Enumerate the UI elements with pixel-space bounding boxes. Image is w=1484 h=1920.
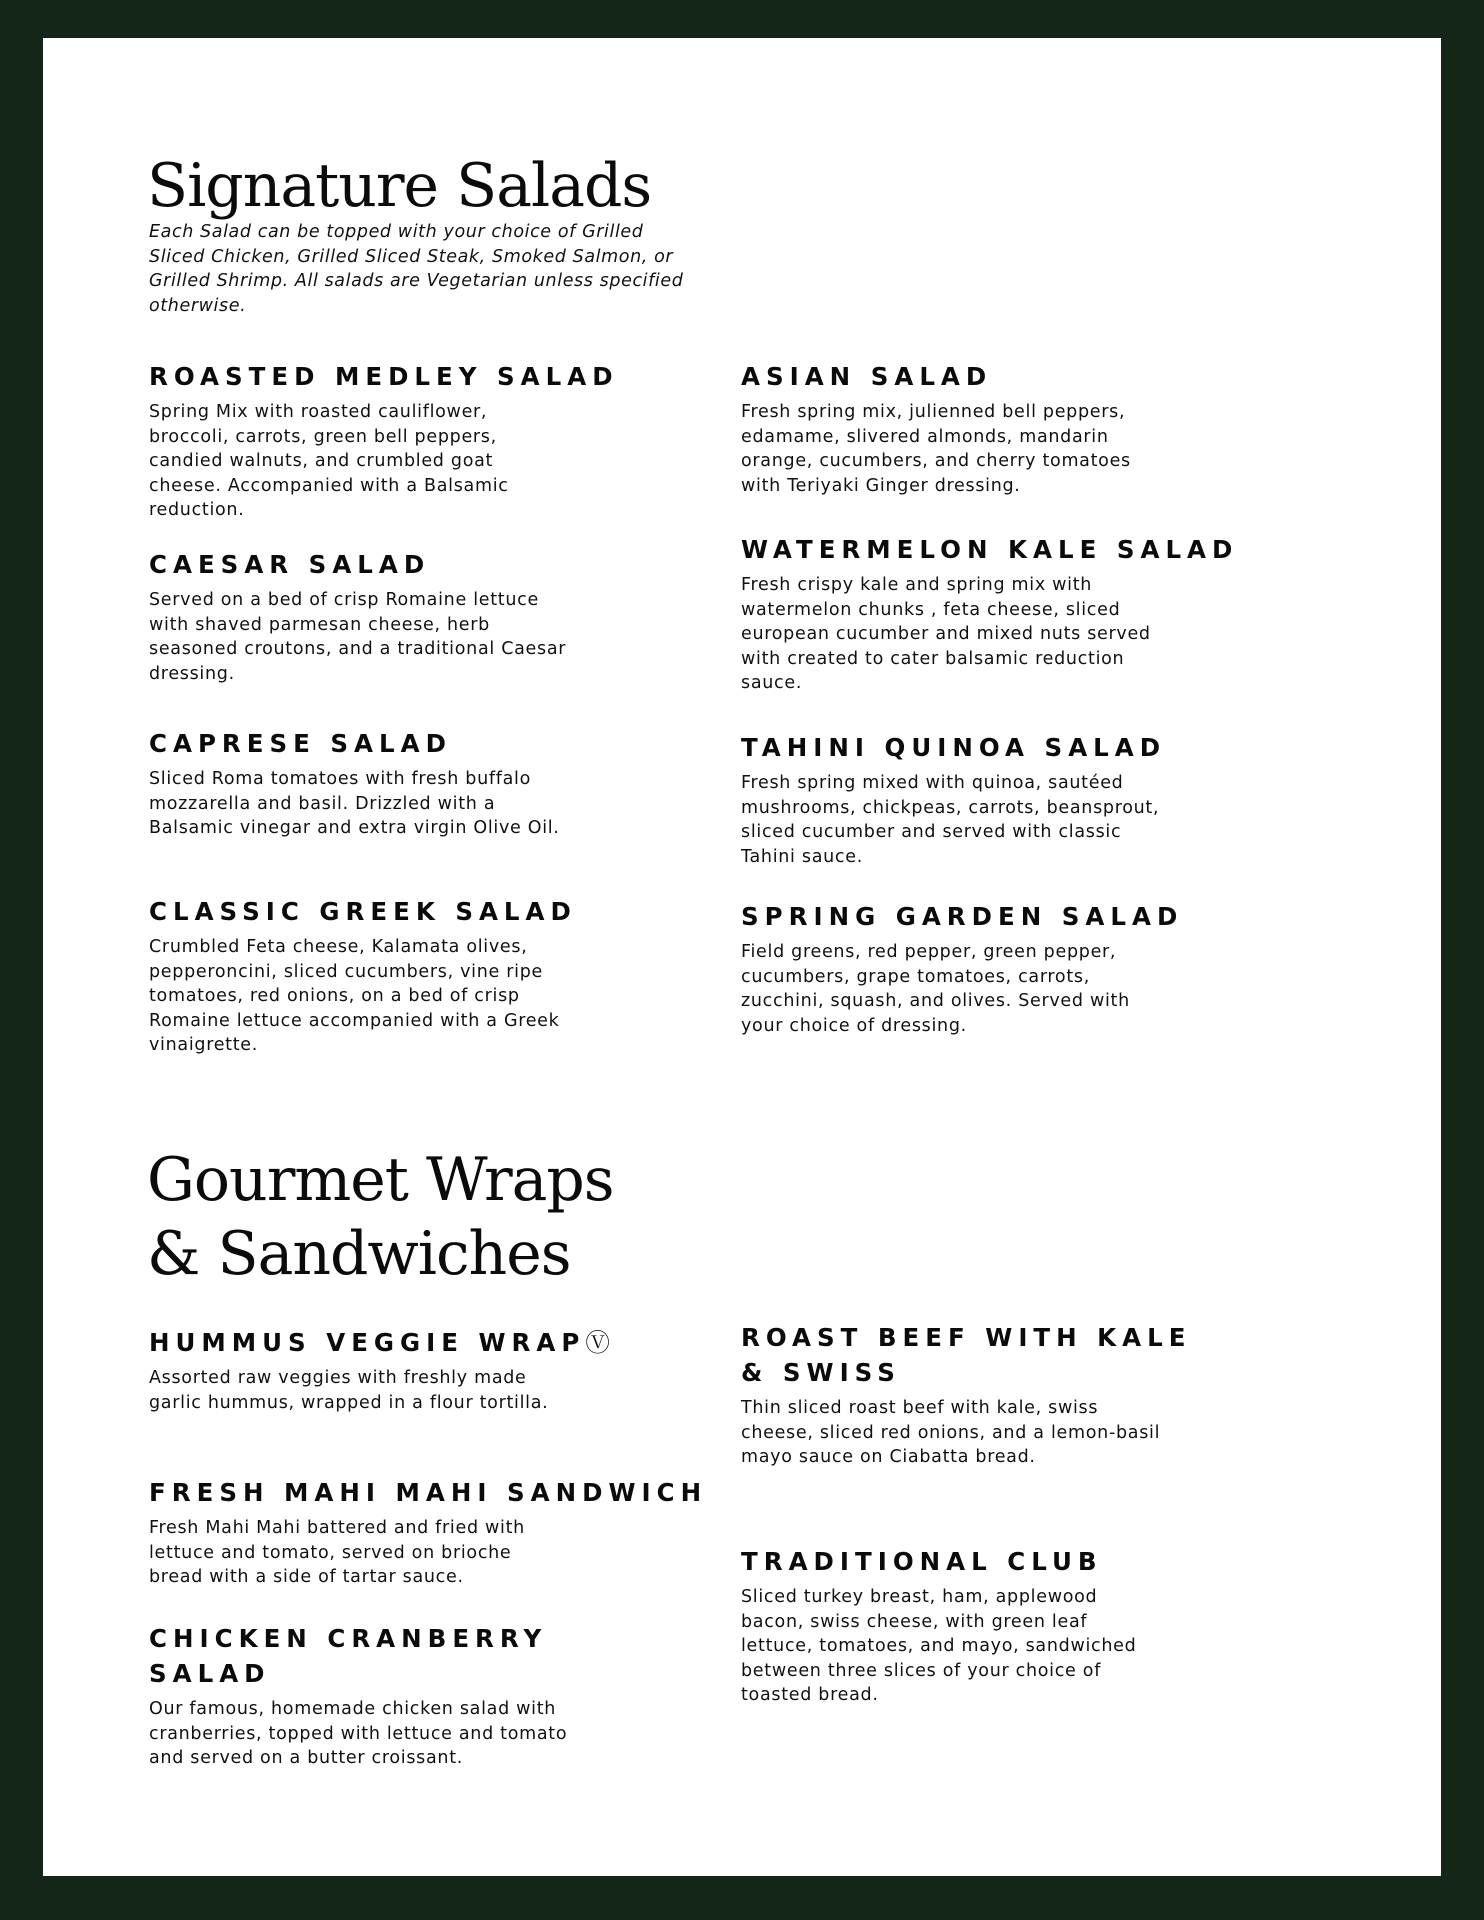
- item-description: Assorted raw veggies with freshly made garlic hummus, wrapped in a flour tortilla.: [149, 1368, 549, 1413]
- item-description: Spring Mix with roasted cauliflower, broccoli, carrots, green bell peppers, candied walnuts, and crumbled goat cheese. Accompanied with a Balsamic reduction.: [149, 402, 509, 520]
- menu-item: [149, 1621, 569, 1771]
- item-name: ROASTED MEDLEY SALAD: [149, 362, 619, 391]
- item-description: Our famous, homemade chicken salad with cranberries, topped with lettuce and tomato and served on a butter croissant.: [149, 1699, 568, 1768]
- menu-item: [741, 359, 1161, 498]
- menu-page: [43, 38, 1441, 1876]
- item-description: Fresh spring mixed with quinoa, sautéed mushrooms, chickpeas, carrots, beansprout, sliced cucumber and served with classic Tahini sauce.: [741, 773, 1160, 867]
- menu-item: [741, 730, 1167, 869]
- menu-item: [741, 1320, 1192, 1470]
- item-name-text: HUMMUS VEGGIE WRAP: [149, 1328, 586, 1357]
- menu-item: [149, 726, 569, 841]
- item-name: FRESH MAHI MAHI SANDWICH: [149, 1478, 708, 1507]
- salads-intro: Each Salad can be topped with your choice of Grilled Sliced Chicken, Grilled Sliced Steak, Smoked Salmon, or Grilled Shrimp. All salads are Vegetarian unless specified otherwise.: [149, 222, 684, 316]
- item-name: TRADITIONAL CLUB: [741, 1547, 1103, 1576]
- item-description: Served on a bed of crisp Romaine lettuce with shaved parmesan cheese, herb seasoned croutons, and a traditional Caesar dressing.: [149, 590, 567, 684]
- item-description: Thin sliced roast beef with kale, swiss cheese, sliced red onions, and a lemon-basil mayo sauce on Ciabatta bread.: [741, 1398, 1161, 1467]
- item-name: CLASSIC GREEK SALAD: [149, 897, 577, 926]
- item-description: Fresh crispy kale and spring mix with watermelon chunks , feta cheese, sliced european cucumber and mixed nuts served with created to cater balsamic reduction sauce.: [741, 575, 1151, 693]
- menu-item: [149, 894, 577, 1058]
- menu-item: [741, 1544, 1161, 1708]
- wraps-section-title: [147, 1143, 614, 1291]
- item-description: Field greens, red pepper, green pepper, cucumbers, grape tomatoes, carrots, zucchini, squash, and olives. Served with your choice of dressing.: [741, 942, 1130, 1036]
- menu-item: [741, 899, 1184, 1038]
- item-name: ASIAN SALAD: [741, 362, 993, 391]
- item-name: CHICKEN CRANBERRY SALAD: [149, 1624, 548, 1688]
- item-name: CAPRESE SALAD: [149, 729, 452, 758]
- item-name: [149, 1325, 769, 1360]
- item-description: Sliced Roma tomatoes with fresh buffalo mozzarella and basil. Drizzled with a Balsamic vinegar and extra virgin Olive Oil.: [149, 769, 560, 838]
- menu-item: [149, 547, 569, 686]
- vegan-badge: Ⓥ: [585, 1328, 610, 1357]
- salads-section-title: Signature Salads: [147, 151, 652, 221]
- item-description: Fresh Mahi Mahi battered and fried with lettuce and tomato, served on brioche bread with a side of tartar sauce.: [149, 1518, 525, 1587]
- item-name: SPRING GARDEN SALAD: [741, 902, 1184, 931]
- item-name: ROAST BEEF WITH KALE & SWISS: [741, 1323, 1192, 1387]
- menu-item: [149, 359, 619, 523]
- item-name: TAHINI QUINOA SALAD: [741, 733, 1167, 762]
- menu-item: [149, 1475, 708, 1590]
- item-description: Sliced turkey breast, ham, applewood bacon, swiss cheese, with green leaf lettuce, tomatoes, and mayo, sandwiched between three slices of your choice of toasted bread.: [741, 1587, 1137, 1705]
- item-description: Crumbled Feta cheese, Kalamata olives, pepperoncini, sliced cucumbers, vine ripe tomatoes, red onions, on a bed of crisp Romaine lettuce accompanied with a Greek vinaigrette.: [149, 937, 560, 1055]
- wraps-title-line1: Gourmet Wraps: [147, 1145, 614, 1215]
- wraps-title-line2: & Sandwiches: [147, 1219, 571, 1289]
- item-name: CAESAR SALAD: [149, 550, 431, 579]
- menu-item: [741, 532, 1239, 696]
- menu-item: [149, 1325, 610, 1415]
- item-name: WATERMELON KALE SALAD: [741, 535, 1239, 564]
- item-description: Fresh spring mix, julienned bell peppers, edamame, slivered almonds, mandarin orange, cucumbers, and cherry tomatoes with Teriyaki Ginger dressing.: [741, 402, 1131, 496]
